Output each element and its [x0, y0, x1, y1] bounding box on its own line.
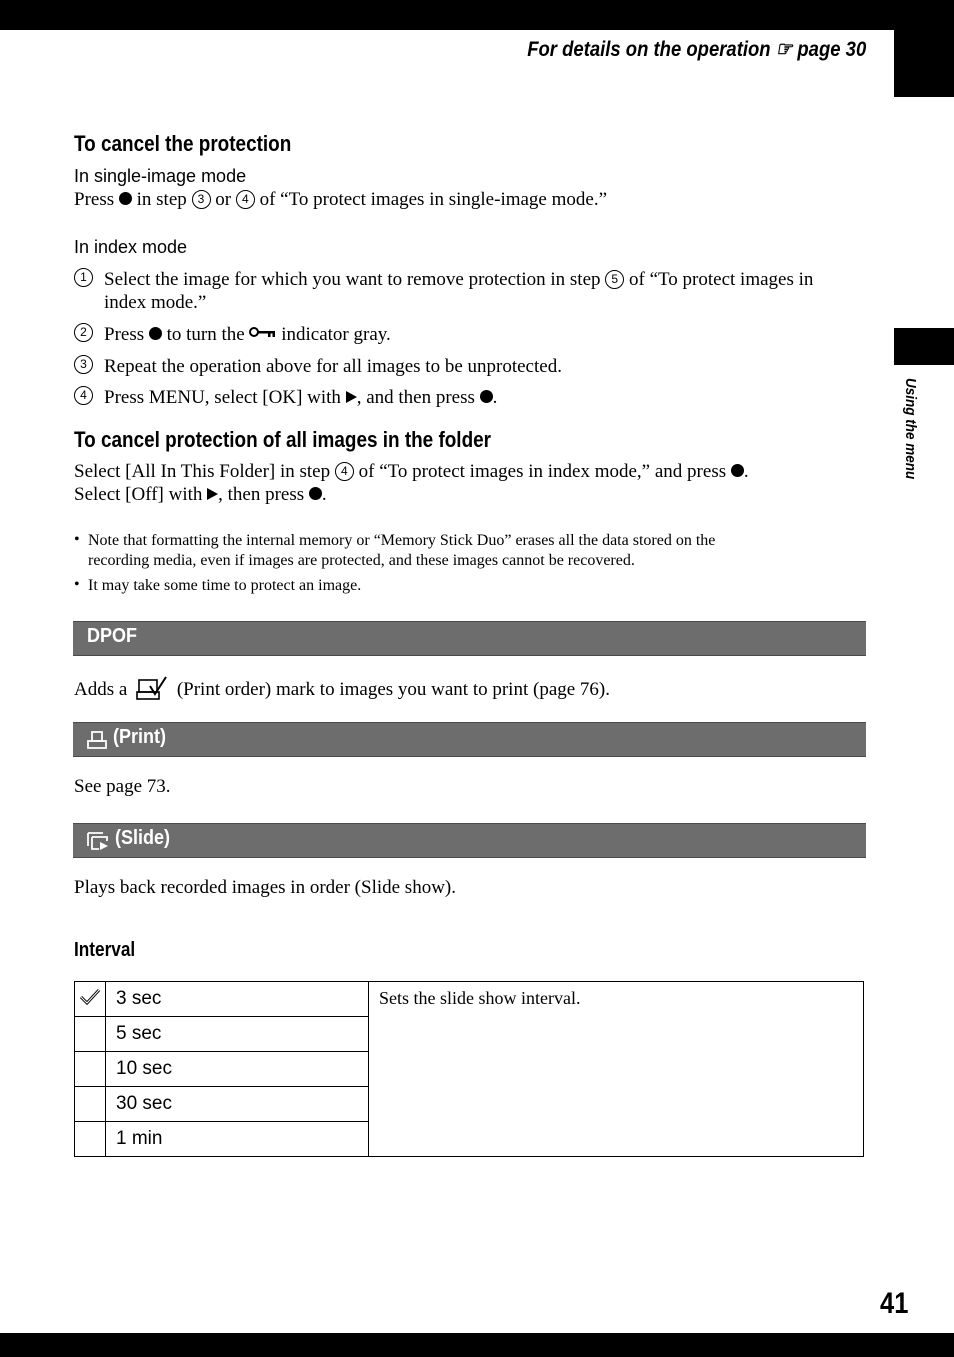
cancel-protection-heading: To cancel the protection	[74, 131, 292, 156]
step-text: Repeat the operation above for all images to be unprotected.	[104, 356, 562, 377]
text: , then press	[218, 484, 305, 505]
step-text	[104, 268, 813, 314]
text: recording media, even if images are protected, and these images cannot be recovered.	[88, 552, 635, 569]
step-number-icon: 4	[335, 462, 354, 481]
text: .	[743, 461, 749, 482]
step-text	[104, 386, 497, 409]
center-button-icon	[731, 464, 744, 477]
text: Adds a	[74, 679, 128, 700]
center-button-icon	[480, 390, 493, 403]
check-cell	[75, 1087, 106, 1122]
interval-heading: Interval	[74, 939, 136, 961]
right-arrow-icon	[207, 488, 218, 500]
text: or	[215, 189, 232, 210]
check-cell	[75, 982, 106, 1017]
interval-option: 3 sec	[106, 982, 369, 1017]
section-title: DPOF	[87, 625, 138, 647]
single-mode-label: In single-image mode	[74, 166, 247, 186]
text: indicator gray.	[281, 324, 391, 345]
text: Select [Off] with	[74, 484, 203, 505]
step-number-icon: 2	[74, 323, 93, 342]
note-item	[74, 531, 864, 573]
interval-description: Sets the slide show interval.	[369, 982, 864, 1157]
step-number-icon: 4	[236, 190, 255, 209]
text: .	[321, 484, 327, 505]
slide-show-icon	[87, 832, 109, 851]
section-bar-print	[73, 722, 866, 757]
side-section-label: Using the menu	[902, 378, 919, 480]
text: Select [All In This Folder] in step	[74, 461, 331, 482]
text: of “To protect images in index mode,” and press	[358, 461, 727, 482]
table-row	[75, 982, 864, 1017]
step-item	[74, 323, 864, 347]
text: Note that formatting the internal memory or “Memory Stick Duo” erases all the data stored on the	[88, 532, 716, 549]
interval-option: 30 sec	[106, 1087, 369, 1122]
text: Press MENU, select [OK] with	[104, 387, 341, 408]
side-tab	[894, 328, 954, 365]
check-cell	[75, 1017, 106, 1052]
cancel-all-line1	[74, 461, 749, 483]
note-text	[88, 531, 715, 571]
cancel-all-heading: To cancel protection of all images in the folder	[74, 427, 492, 452]
bottom-bar	[0, 1333, 954, 1357]
note-item	[74, 576, 864, 598]
check-cell	[75, 1052, 106, 1087]
text: Press	[74, 189, 115, 210]
step-number-icon: 3	[192, 190, 211, 209]
top-bar	[0, 0, 954, 30]
dpof-description	[74, 675, 610, 701]
text: Select the image for which you want to remove protection in step	[104, 269, 601, 290]
section-title: (Slide)	[115, 827, 171, 849]
text: (Print order) mark to images you want to print (page 76).	[176, 679, 611, 700]
step-item	[74, 268, 864, 318]
text: index mode.”	[104, 292, 207, 313]
page-header: For details on the operation ☞ page 30	[527, 38, 866, 61]
slide-description: Plays back recorded images in order (Slide show).	[74, 877, 457, 898]
text: , and then press	[356, 387, 475, 408]
center-button-icon	[309, 487, 322, 500]
section-title: (Print)	[113, 726, 167, 748]
note-text: It may take some time to protect an image.	[88, 577, 362, 594]
section-bar-dpof	[73, 621, 866, 656]
corner-tab	[894, 30, 954, 97]
step-text	[104, 323, 391, 346]
interval-option: 10 sec	[106, 1052, 369, 1087]
step-number-icon: 5	[605, 270, 624, 289]
step-number-icon: 4	[74, 386, 93, 405]
check-cell	[75, 1122, 106, 1157]
step-number-icon: 3	[74, 355, 93, 374]
text: in step	[136, 189, 187, 210]
step-number-icon: 1	[74, 268, 93, 287]
bullet-icon: •	[74, 576, 80, 593]
print-description: See page 73.	[74, 776, 171, 797]
print-icon	[87, 731, 107, 749]
step-item	[74, 386, 864, 410]
default-check-icon	[79, 988, 101, 1006]
protect-key-icon	[249, 327, 276, 338]
index-mode-label: In index mode	[74, 237, 188, 257]
text: of “To protect images in	[629, 269, 814, 290]
center-button-icon	[119, 192, 132, 205]
center-button-icon	[149, 327, 162, 340]
step-item	[74, 355, 864, 379]
text: .	[492, 387, 498, 408]
interval-option: 1 min	[106, 1122, 369, 1157]
page-number: 41	[879, 1287, 908, 1320]
bullet-icon: •	[74, 531, 80, 548]
right-arrow-icon	[346, 391, 357, 403]
text: Press	[104, 324, 145, 345]
interval-table	[74, 981, 864, 1157]
cancel-all-line2	[74, 484, 327, 506]
single-mode-instruction	[74, 189, 607, 211]
interval-option: 5 sec	[106, 1017, 369, 1052]
text: to turn the	[166, 324, 245, 345]
print-order-icon	[136, 675, 168, 701]
text: of “To protect images in single-image mode.”	[259, 189, 608, 210]
section-bar-slide	[73, 823, 866, 858]
